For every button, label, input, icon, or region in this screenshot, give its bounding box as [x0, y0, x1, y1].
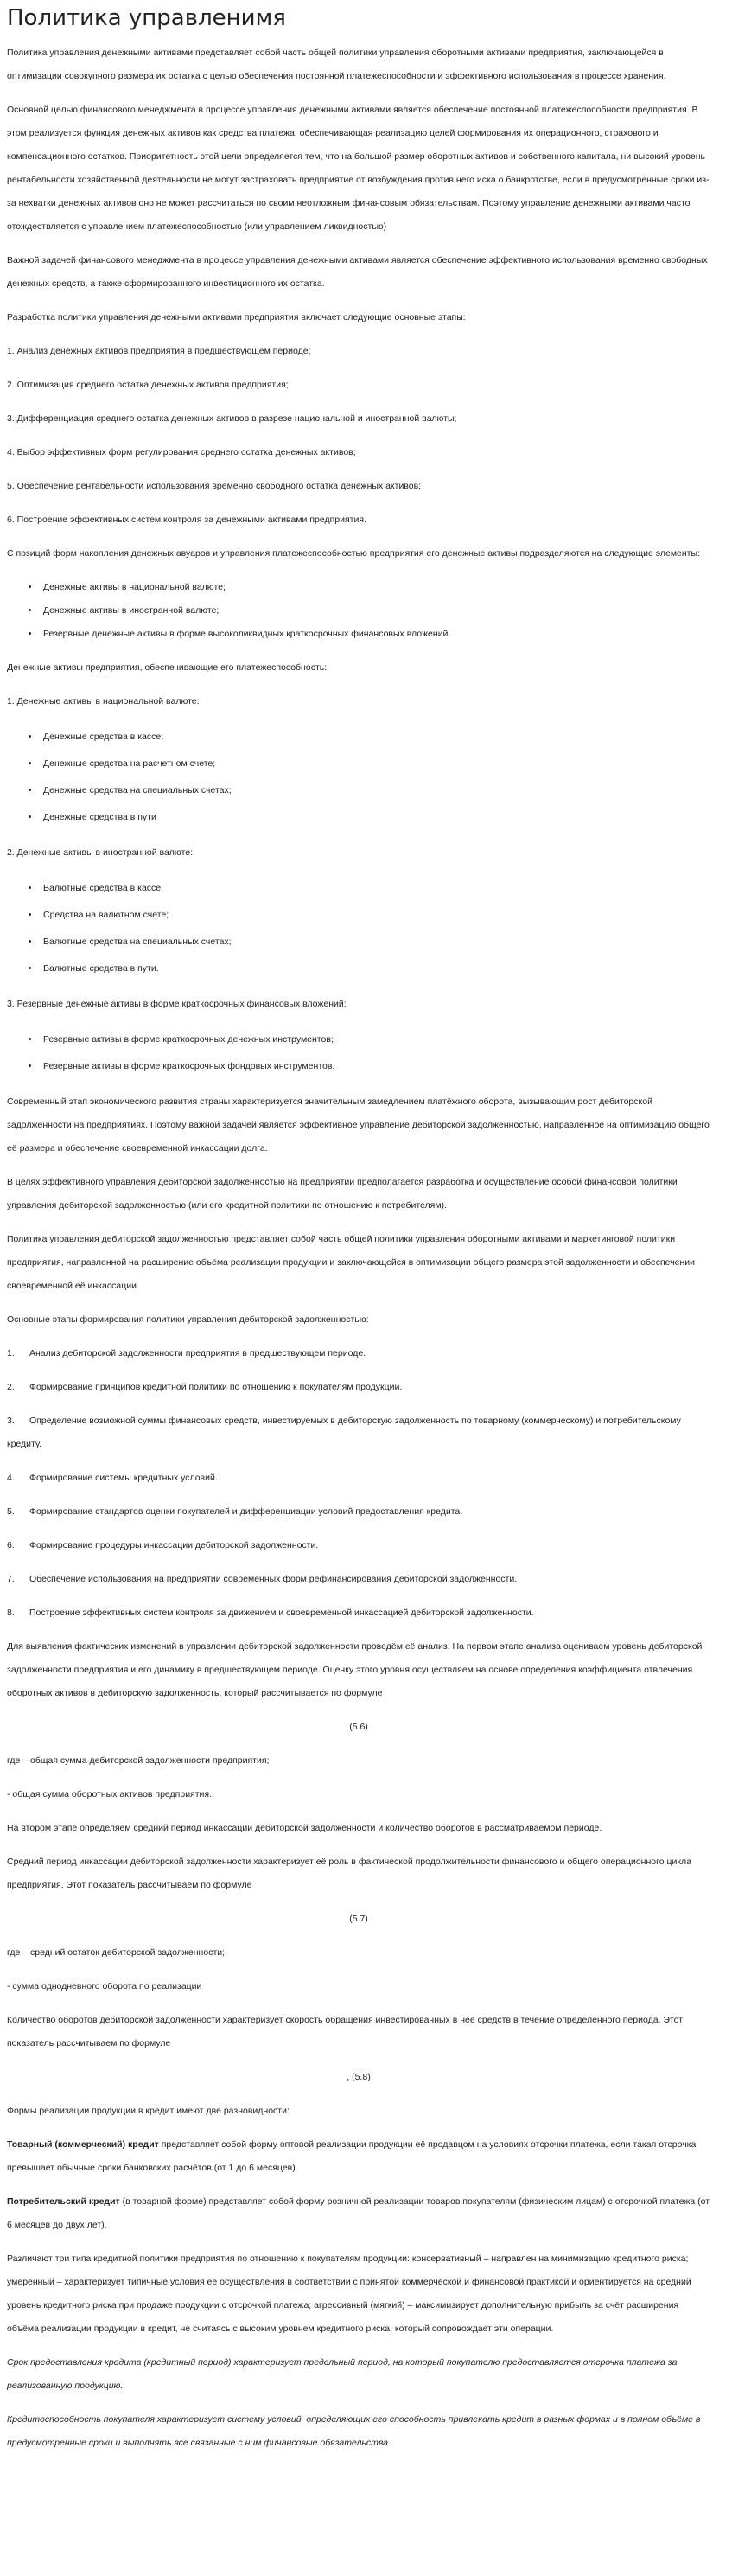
paragraph: - сумма однодневного оборота по реализации [7, 1981, 202, 1991]
debt-stage-item: 1. Анализ дебиторской задолженности предприятия в предшествующем периоде. [7, 1348, 366, 1358]
list-item: • Денежные активы в иностранной валюте; [40, 599, 710, 623]
list-item: • Резервные активы в форме краткосрочных фондовых инструментов. [40, 1053, 710, 1080]
group-heading: 2. Денежные активы в иностранной валюте: [7, 847, 194, 858]
stage-item: 3. Дифференциация среднего остатка денежных активов в разрезе национальной и иностранной валюты; [7, 413, 457, 424]
paragraph: Политика управления денежными активами представляет собой часть общей политики управления оборотными активами предприятия, заключающейся в оптимизации совокупного размера их остатка с целью обеспечения постоянной платежеспособности и эффективного использования в процессе хранения. [7, 48, 666, 81]
paragraph: Различают три типа кредитной политики предприятия по отношению к покупателям продукции: консервативный – направлен на минимизацию кредитного риска; умеренный – характеризует типичные условия её осуществления в соответствии с принятой коммерческой и финансовой практикой и ориентируется на средний уровень кредитного риска при продаже продукции с отсрочкой платежа; агрессивный (мягкий) – максимизирует дополнительную прибыль за счёт расширения объёма реализации продукции в кредит, не считаясь с высоким уровнем кредитного риска, который сопровождает эти операции. [7, 2253, 691, 2334]
debt-stage-item: 3. Определение возможной суммы финансовых средств, инвестируемых в дебиторскую задолженность по товарному (коммерческому) и потребительскому кредиту. [7, 1416, 681, 1449]
paragraph: Товарный (коммерческий) кредит представляет собой форму оптовой реализации продукции её продавцом на условиях отсрочки платежа, если такая отсрочка превышает обычные сроки банковских расчётов (от 1 до 6 месяцев). [7, 2139, 697, 2173]
list-item: • Валютные средства на специальных счетах; [40, 929, 710, 956]
list-item: • Средства на валютном счете; [40, 902, 710, 929]
stage-item: 4. Выбор эффективных форм регулирования среднего остатка денежных активов; [7, 447, 356, 457]
paragraph: Формы реализации продукции в кредит имеют две разновидности: [7, 2106, 290, 2116]
paragraph: С позиций форм накопления денежных авуаров и управления платежеспособностью предприятия его денежные активы подразделяются на следующие элементы: [7, 548, 700, 559]
national-currency-list [7, 724, 710, 831]
paragraph: Кредитоспособность покупателя характеризует систему условий, определяющих его способность привлекать кредит в разных формах и в полном объёме в предусмотренные сроки и выполнять все связанные с ним финансовые обязательства. [7, 2414, 701, 2448]
paragraph: Количество оборотов дебиторской задолженности характеризует скорость обращения инвестированных в неё средств в течение определённого периода. Этот показатель рассчитываем по формуле [7, 2015, 684, 2049]
paragraph: - общая сумма оборотных активов предприятия. [7, 1789, 213, 1799]
paragraph: Денежные активы предприятия, обеспечивающие его платежеспособность: [7, 662, 328, 673]
stage-item: 5. Обеспечение рентабельности использования временно свободного остатка денежных активов; [7, 481, 422, 491]
paragraph: На втором этапе определяем средний период инкассации дебиторской задолженности и количество оборотов в рассматриваемом периоде. [7, 1823, 602, 1833]
list-item: • Валютные средства в пути. [40, 956, 710, 982]
debt-stage-item: 6. Формирование процедуры инкассации дебиторской задолженности. [7, 1540, 319, 1550]
debt-stage-item: 4. Формирование системы кредитных условий. [7, 1473, 218, 1483]
elements-list [7, 576, 710, 646]
paragraph: Срок предоставления кредита (кредитный период) характеризует предельный период, на который покупателю предоставляется отсрочка платежа за реализованную продукцию. [7, 2357, 678, 2391]
list-item: • Денежные средства в пути [40, 804, 710, 831]
foreign-currency-list [7, 875, 710, 982]
term-bold: Товарный (коммерческий) кредит [7, 2139, 159, 2150]
paragraph: Политика управления дебиторской задолженностью представляет собой часть общей политики управления оборотными активами и маркетинговой политики предприятия, направленной на расширение объёма реализации продукции и заключающейся в оптимизации общего размера этой задолженности и обеспечении своевременной её инкассации. [7, 1234, 696, 1291]
paragraph: Важной задачей финансового менеджмента в процессе управления денежными активами является обеспечение эффективного использования временно свободных денежных средств, а также сформированного инвестиционного их остатка. [7, 255, 708, 289]
paragraph: Для выявления фактических изменений в управлении дебиторской задолженности проведём её анализ. На первом этапе анализа оцениваем уровень дебиторской задолженности предприятия и его динамику в предшествующем периоде. Оценку этого уровня осуществляем на основе определения коэффициента отвлечения оборотных активов в дебиторскую задолженность, который рассчитывается по формуле [7, 1641, 703, 1698]
group-heading: 1. Денежные активы в национальной валюте: [7, 696, 200, 706]
formula-number: (5.7) [349, 1914, 368, 1924]
document-page [0, 3, 717, 2455]
list-item: • Денежные активы в национальной валюте; [40, 576, 710, 599]
list-item: • Резервные активы в форме краткосрочных денежных инструментов; [40, 1026, 710, 1053]
paragraph: Современный этап экономического развития страны характеризуется значительным замедлением платёжного оборота, вызывающим рост дебиторской задолженности на предприятиях. Поэтому важной задачей является эффективное управление дебиторской задолженностью, направленное на оптимизацию общего её размера и обеспечение своевременной инкассации долга. [7, 1096, 710, 1154]
paragraph: Разработка политики управления денежными активами предприятия включает следующие основные этапы: [7, 312, 466, 323]
debt-stage-item: 8. Построение эффективных систем контроля за движением и своевременной инкассацией дебиторской задолженности. [7, 1608, 534, 1618]
stage-item: 6. Построение эффективных систем контроля за денежными активами предприятия. [7, 515, 366, 525]
paragraph: Основной целью финансового менеджмента в процессе управления денежными активами является обеспечение постоянной платежеспособности предприятия. В этом реализуется функция денежных активов как средства платежа, обеспечивающая реализацию целей формирования их операционного, страхового и компенсационного остатков. Приоритетность этой цели определяется тем, что на большой размер оборотных активов и собственного капитала, ни высокий уровень рентабельности хозяйственной деятельности не могут застраховать предприятие от возбуждения против него иска о банкротстве, если в предусмотренные сроки из-за нехватки денежных активов оно не может рассчитаться по своим неотложным финансовым обязательствам. Поэтому управление денежными активами часто отождествляется с управлением платежеспособностью (или управлением ликвидностью) [7, 105, 710, 232]
term-bold: Потребительский кредит [7, 2196, 120, 2207]
list-item: • Резервные денежные активы в форме высоколиквидных краткосрочных финансовых вложений. [40, 623, 710, 646]
formula-number: (5.6) [349, 1722, 368, 1732]
debt-stage-item: 7. Обеспечение использования на предприятии современных форм рефинансирования дебиторской задолженности. [7, 1574, 518, 1584]
list-item: • Денежные средства на расчетном счете; [40, 751, 710, 777]
paragraph: Основные этапы формирования политики управления дебиторской задолженностью: [7, 1314, 369, 1325]
stage-item: 2. Оптимизация среднего остатка денежных активов предприятия; [7, 380, 289, 390]
paragraph: В целях эффективного управления дебиторской задолженностью на предприятии предполагается разработка и осуществление особой финансовой политики управления дебиторской задолженностью (или его кредитной политики по отношению к потребителям). [7, 1177, 678, 1211]
paragraph: где – общая сумма дебиторской задолженности предприятия; [7, 1755, 270, 1766]
formula-number: , (5.8) [347, 2072, 371, 2082]
list-item: • Валютные средства в кассе; [40, 875, 710, 902]
stage-item: 1. Анализ денежных активов предприятия в предшествующем периоде; [7, 346, 311, 356]
debt-stage-item: 5. Формирование стандартов оценки покупателей и дифференциации условий предоставления кредита. [7, 1506, 463, 1517]
group-heading: 3. Резервные денежные активы в форме краткосрочных финансовых вложений: [7, 999, 347, 1009]
list-item: • Денежные средства в кассе; [40, 724, 710, 751]
paragraph: Потребительский кредит (в товарной форме) представляет собой форму розничной реализации товаров покупателям (физическим лицам) с отсрочкой платежа (от 6 месяцев до двух лет). [7, 2196, 710, 2230]
debt-stage-item: 2. Формирование принципов кредитной политики по отношению к покупателям продукции. [7, 1382, 403, 1392]
reserve-assets-list [7, 1026, 710, 1080]
page-title: Политика управленимя [7, 5, 286, 31]
paragraph: Средний период инкассации дебиторской задолженности характеризует её роль в фактической продолжительности финансового и общего операционного цикла предприятия. Этот показатель рассчитываем по формуле [7, 1857, 692, 1890]
paragraph: где – средний остаток дебиторской задолженности; [7, 1947, 226, 1958]
list-item: • Денежные средства на специальных счетах; [40, 777, 710, 804]
